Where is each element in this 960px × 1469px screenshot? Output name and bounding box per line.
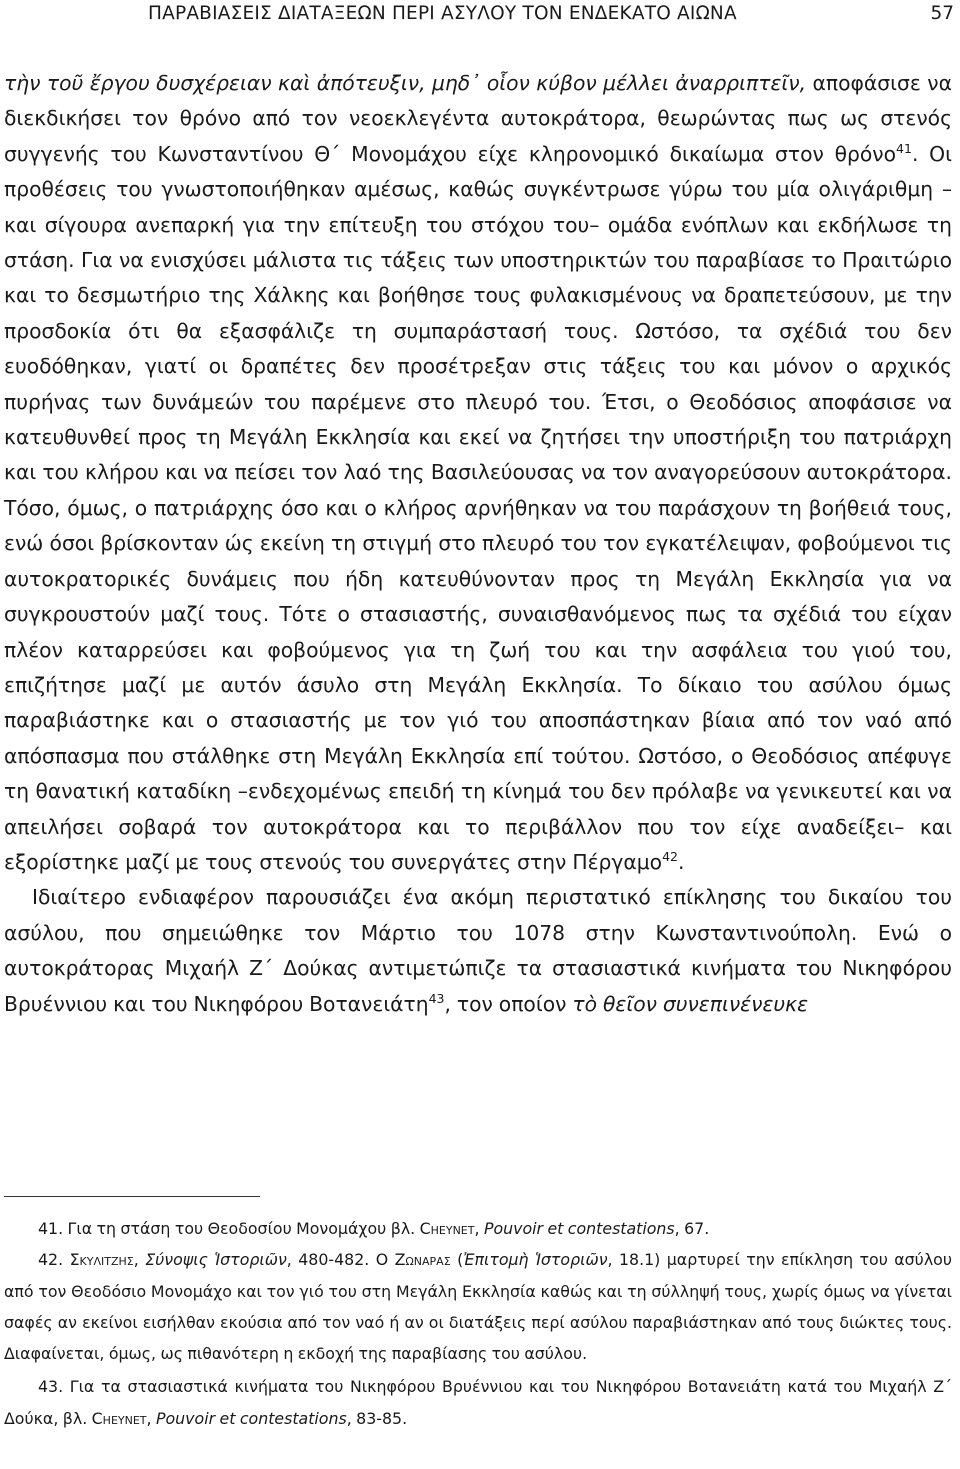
footnote-42-title-1: Σύνοψις Ἱστοριῶν (145, 1250, 287, 1270)
footnote-42-author-2: Ζωναρας (394, 1250, 451, 1270)
footnote-ref-43[interactable]: 43 (428, 990, 445, 1006)
footnote-separator (4, 1196, 260, 1197)
footnote-ref-42[interactable]: 42 (662, 848, 678, 864)
footnote-ref-41[interactable]: 41 (896, 140, 912, 156)
paragraph-1-text-b: . Οι προθέσεις του γνωστοποιήθηκαν αμέσως, καθώς συγκέντρωσε γύρω του μία ολιγάριθμη –και σίγουρα ανεπαρκή για την επίτευξη του στόχου του– ομάδα ενόπλων και εκδήλωσε τη στάση. Για να ενισχύσει μάλιστα τις τάξεις των υποστηρικτών του παραβίασε το Πραιτώριο και το δεσμωτήριο της Χάλκης και βοήθησε τους φυλακισμένους να δραπετεύσουν, με την προσδοκία ότι θα εξασφάλιζε τη συμπαράστασή τους. Ωστόσο, τα σχέδιά του δεν ευοδόθηκαν, γιατί οι δραπέτες δεν προσέτρεξαν στις τάξεις του και μόνον ο αρχικός πυρήνας των δυνάμεών του παρέμενε στο πλευρό του. Έτσι, ο Θεοδόσιος αποφάσισε να κατευθυνθεί προς τη Μεγάλη Εκκλησία και εκεί να ζητήσει την υποστήριξη του πατριάρχη και του κλήρου και να πείσει τον λαό της Βασιλεύουσας να τον αναγορεύσουν αυτοκράτορα. Τόσο, όμως, ο πατριάρχης όσο και ο κλήρος αρνήθηκαν να του παράσχουν τη βοήθειά τους, ενώ όσοι βρίσκονταν ώς εκείνη τη στιγμή στο πλευρό του τον εγκατέλειψαν, φοβούμενοι τις αυτοκρατορικές δυνάμεις που ήδη κατευθύνονταν προς τη Μεγάλη Εκκλησία για να συγκρουστούν μαζί τους. Τότε ο στασιαστής, συναισθανόμενος πως τα σχέδιά του είχαν πλέον καταρρεύσει και φοβούμενος για τη ζωή του και την ασφάλεια του γιού του, επιζήτησε μαζί με αυτόν άσυλο στη Μεγάλη Εκκλησία. Το δίκαιο του ασύλου όμως παραβιάστηκε και ο στασιαστής με τον γιό του αποσπάστηκαν βίαια από τον ναό από απόσπασμα που στάλθηκε στη Μεγάλη Εκκλησία επί τούτου. Ωστόσο, ο Θεοδόσιος απέφυγε τη θανατική καταδίκη –ενδεχομένως επειδή τη κίνημά του δεν πρόλαβε να γενικευτεί και να απειλήσει σοβαρά τον αυτοκράτορα και το περιβάλλον που τον είχε αναδείξει– και εξορίστηκε μαζί με τους στενούς του συνεργάτες στην Πέργαμο (4, 141, 952, 874)
main-text (4, 66, 952, 1022)
paragraph-2 (4, 880, 952, 1022)
footnote-41-pages: , 67. (674, 1219, 710, 1238)
footnote-43-text: 43. Για τα στασιαστικά κινήματα του Νικηφόρου Βρυέννιου και του Νικηφόρου Βοτανειάτη κατά του Μιχαήλ Ζ΄ Δούκα, βλ. (4, 1377, 952, 1428)
footnote-42-sep-1: , (133, 1250, 146, 1270)
footnote-41-sep: , (474, 1219, 484, 1238)
footnote-43-title: Pouvoir et contestations (155, 1408, 347, 1428)
footnote-42-number: 42. (38, 1250, 70, 1270)
footnote-42-author-1: Σκυλιτζης (69, 1250, 134, 1270)
footnote-42-pages: , 480-482. Ο (286, 1250, 395, 1270)
paragraph-1-text-c: . (678, 849, 685, 874)
page-number: 57 (930, 3, 954, 24)
paragraph-1-text-a: αποφάσισε να διεκδικήσει τον θρόνο από τον νεοεκλεγέντα αυτοκράτορα, θεωρώντας πως ως στενός συγγενής του Κωνσταντίνου Θ΄ Μονομάχου είχε κληρονομικό δικαίωμα στον θρόνο (4, 71, 952, 166)
running-header (0, 3, 960, 27)
footnote-41-title: Pouvoir et contestations (483, 1219, 675, 1238)
footnote-43-pages: , 83-85. (346, 1408, 408, 1428)
footnote-41-text: 41. Για τη στάση του Θεοδοσίου Μονομάχου βλ. (38, 1219, 420, 1238)
paragraph-2-text-a: Ιδιαίτερο ενδιαφέρον παρουσιάζει ένα ακόμη περιστατικό επίκλησης του δικαίου του ασύλου, που σημειώθηκε τον Μάρτιο του 1078 στην Κωνσταντινούπολη. Ενώ ο αυτοκράτορας Μιχαήλ Ζ΄ Δούκας αντιμετώπιζε τα στασιαστικά κινήματα του Νικηφόρου Βρυέννιου και του Νικηφόρου Βοτανειάτη (4, 885, 952, 1016)
footnote-43-author: Cheynet (91, 1408, 147, 1428)
paragraph-1 (4, 66, 952, 880)
footnote-43-sep: , (146, 1408, 156, 1428)
footnote-42-title-2: Ἐπιτομὴ Ἱστοριῶν (463, 1250, 608, 1270)
greek-quotation-tail: τὸ θεῖον συνεπινένευκε (572, 991, 809, 1016)
footnote-43 (4, 1371, 952, 1434)
footnotes (4, 1213, 952, 1434)
footnote-42-paren: ( (450, 1250, 464, 1270)
running-title: ΠΑΡΑΒΙΑΣΕΙΣ ΔΙΑΤΑΞΕΩΝ ΠΕΡΙ ΑΣΥΛΟΥ ΤΟΝ ΕΝΔΕΚΑΤΟ ΑΙΩΝΑ (148, 3, 737, 24)
footnote-42-text: , 18.1) μαρτυρεί την επίκληση του ασύλου από τον Θεοδόσιο Μονομάχο και τον γιό του στη Μεγάλη Εκκλησία καθώς και τη σύλληψή τους, χωρίς όμως να γίνεται σαφές αν εκείνοι εισήλθαν εκούσια από τον ναό ή αν οι διατάξεις περί ασύλου παραβιάστηκαν από τους διώκτες τους. Διαφαίνεται, όμως, ως πιθανότερη η εκδοχή της παραβίασης του ασύλου. (4, 1250, 952, 1364)
greek-quotation: τὴν τοῦ ἔργου δυσχέρειαν καὶ ἀπότευξιν, μηδ᾽ οἷον κύβον μέλλει ἀναρριπτεῖν, (4, 71, 807, 95)
paragraph-2-text-b: , τον οποίον (444, 991, 573, 1016)
footnote-41 (4, 1213, 952, 1244)
footnote-42 (4, 1244, 952, 1369)
footnote-41-author: Cheynet (419, 1219, 475, 1238)
